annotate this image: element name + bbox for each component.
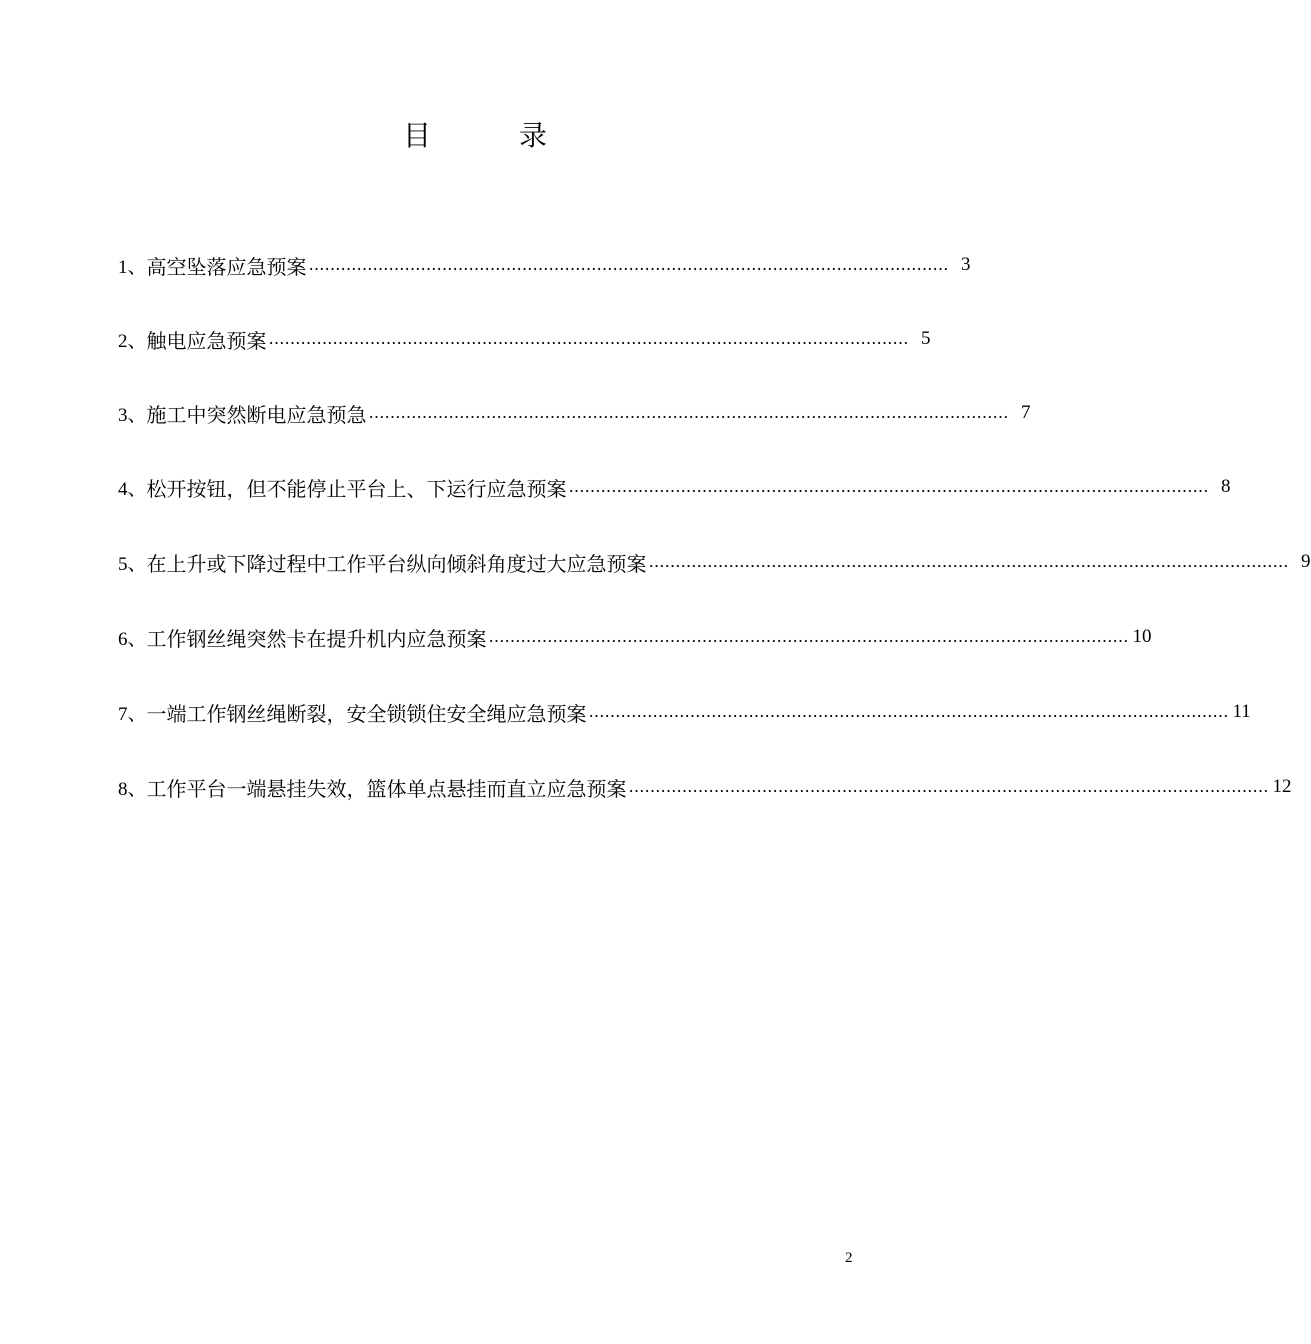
toc-entry-number: 7、	[118, 703, 147, 725]
toc-leader-dots: …………………………………………………………………………………………………………	[308, 255, 949, 274]
toc-entry-4[interactable]	[118, 470, 1231, 504]
toc-entry-label: 触电应急预案	[146, 328, 267, 353]
toc-entry-number: 2、	[118, 330, 147, 352]
toc-leader-dots: …………………………………………………………………………………………………………	[588, 702, 1229, 721]
toc-entry-number: 3、	[118, 404, 147, 426]
toc-entry-page: 7	[1021, 402, 1031, 423]
toc-entry-page: 5	[921, 328, 931, 349]
toc-entry-page: 3	[961, 254, 971, 275]
toc-leader-dots: …………………………………………………………………………………………………………	[488, 627, 1129, 646]
page-title	[0, 116, 950, 156]
toc-leader-dots: …………………………………………………………………………………………………………	[368, 403, 1009, 422]
toc-entry-8[interactable]	[118, 770, 1292, 804]
toc-entry-2[interactable]	[118, 322, 931, 356]
toc-entry-7[interactable]	[118, 695, 1251, 729]
toc-entry-number: 8、	[118, 778, 147, 800]
toc-entry-number: 4、	[118, 478, 147, 500]
toc-entry-page: 8	[1221, 476, 1231, 497]
toc-entry-5[interactable]	[118, 545, 1311, 579]
title-char-2: 录	[519, 119, 548, 152]
toc-entry-label: 一端工作钢丝绳断裂，安全锁锁住安全绳应急预案	[146, 701, 587, 726]
toc-leader-dots: …………………………………………………………………………………………………………	[628, 777, 1269, 796]
toc-entry-page: 12	[1272, 776, 1292, 797]
toc-entry-number: 5、	[118, 553, 147, 575]
toc-entry-page: 11	[1232, 701, 1251, 722]
toc-leader-dots: …………………………………………………………………………………………………………	[568, 477, 1209, 496]
toc-entry-6[interactable]	[118, 620, 1152, 654]
toc-leader-dots: …………………………………………………………………………………………………………	[268, 329, 909, 348]
toc-entry-page: 9	[1301, 551, 1311, 572]
toc-entry-label: 工作平台一端悬挂失效，篮体单点悬挂而直立应急预案	[146, 776, 627, 801]
toc-entry-label: 高空坠落应急预案	[146, 254, 307, 279]
toc-entry-label: 施工中突然断电应急预急	[146, 402, 367, 427]
title-char-1: 目	[402, 119, 431, 152]
toc-entry-number: 6、	[118, 628, 147, 650]
toc-entry-1[interactable]	[118, 248, 971, 282]
toc-entry-page: 10	[1132, 626, 1152, 647]
toc-entry-label: 工作钢丝绳突然卡在提升机内应急预案	[146, 626, 487, 651]
toc-leader-dots: …………………………………………………………………………………………………………	[648, 552, 1289, 571]
toc-entry-3[interactable]	[118, 396, 1031, 430]
page-number: 2	[845, 1250, 853, 1266]
toc-entry-label: 松开按钮，但不能停止平台上、下运行应急预案	[146, 476, 567, 501]
toc-entry-label: 在上升或下降过程中工作平台纵向倾斜角度过大应急预案	[146, 551, 647, 576]
toc-entry-number: 1、	[118, 256, 147, 278]
